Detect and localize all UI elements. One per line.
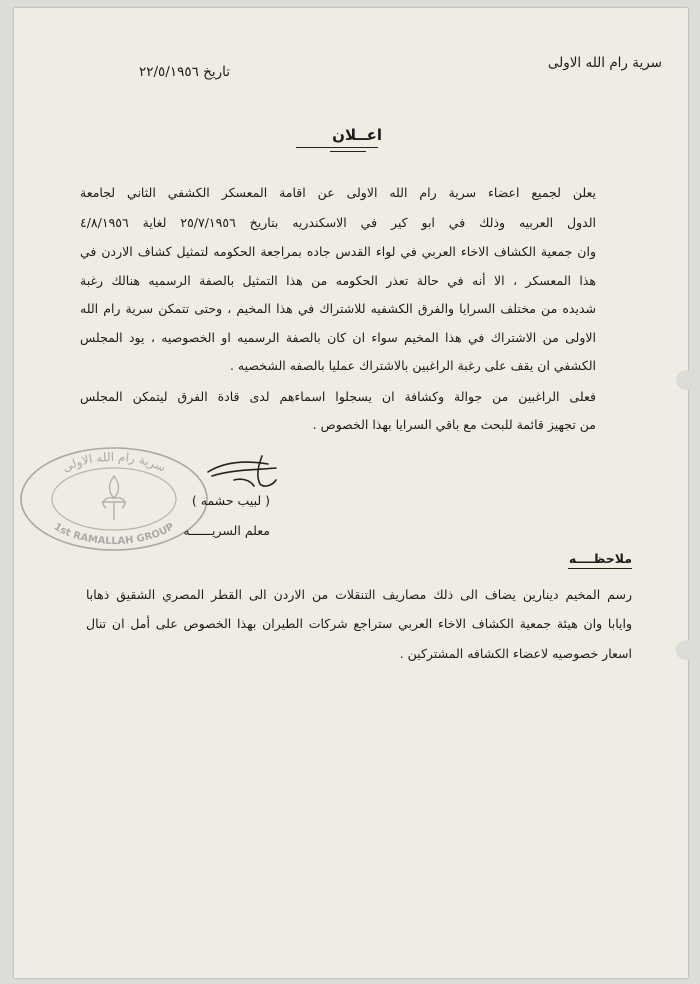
title-underline <box>330 151 366 152</box>
stamp-arabic-text: سرية رام الله الاولى <box>60 449 168 475</box>
body-line: الاولى من الاشتراك في هذا المخيم سواء ان كان بالصفة الرسميه او الخصوصيه ، يود المجلس <box>80 330 596 345</box>
note-line: اسعار خصوصيه لاعضاء الكشافه المشتركين . <box>399 646 632 661</box>
document-page <box>14 8 688 978</box>
stamp-english-text: 1st RAMALLAH GROUP <box>51 521 177 548</box>
signature <box>204 450 284 494</box>
body-line: وان جمعية الكشاف الاخاء العربي في لواء القدس جاده بمراجعة الحكومه لتمثيل كشاف الاردن في <box>80 244 596 259</box>
note-line: رسم المخيم دينارين يضاف الى ذلك مصاريف التنقلات من الاردن الى القطر المصري الشقيق ذهابا <box>86 587 632 602</box>
body-line: من تجهيز قائمة للبحث مع باقي السرايا بهذا الخصوص . <box>312 417 596 432</box>
note-underline <box>568 568 632 569</box>
body-line: الكشفي ان يقف على رغبة الراغبين بالاشتراك عمليا بالصفه الشخصيه . <box>229 358 596 373</box>
note-heading: ملاحظــــه <box>568 551 632 566</box>
svg-text:1st RAMALLAH GROUP <box>52 521 176 547</box>
punch-hole <box>676 370 696 390</box>
page-title: اعــلان <box>332 126 382 144</box>
signer-name: ( لبيب حشمه ) <box>191 493 270 508</box>
document-date: تاريخ ٢٢/٥/١٩٥٦ <box>138 64 230 80</box>
organization-name: سرية رام الله الاولى <box>547 55 662 71</box>
svg-text:سرية رام الله الاولى <box>60 450 168 475</box>
title-underline <box>296 147 378 148</box>
body-line: يعلن لجميع اعضاء سرية رام الله الاولى عن اقامة المعسكر الكشفي الثاني لجامعة <box>80 185 596 200</box>
punch-hole <box>676 640 696 660</box>
body-line: هذا المعسكر ، الا أنه في حالة تعذر الحكومه من هذا التمثيل بالصفة الرسميه هنالك رغبة <box>80 273 596 288</box>
signer-role: معلم السريــــــه <box>183 523 270 538</box>
body-line: الدول العربيه وذلك في ابو كير في الاسكندريه بتاريخ ٢٥/٧/١٩٥٦ لغاية ٤/٨/١٩٥٦ <box>80 215 596 230</box>
body-line: فعلى الراغبين من جوالة وكشافة ان يسجلوا اسماءهم لدى قادة الفرق ليتمكن المجلس <box>80 389 596 404</box>
body-line: شديده من مختلف السرايا والفرق الكشفيه للاشتراك في هذا المخيم ، وحتى تتمكن سرية رام الله <box>80 301 596 316</box>
note-line: وايابا وان هيئة جمعية الكشاف الاخاء العربي ستراجع شركات الطيران بهذا الخصوص على أمل ان تنال <box>86 616 632 631</box>
